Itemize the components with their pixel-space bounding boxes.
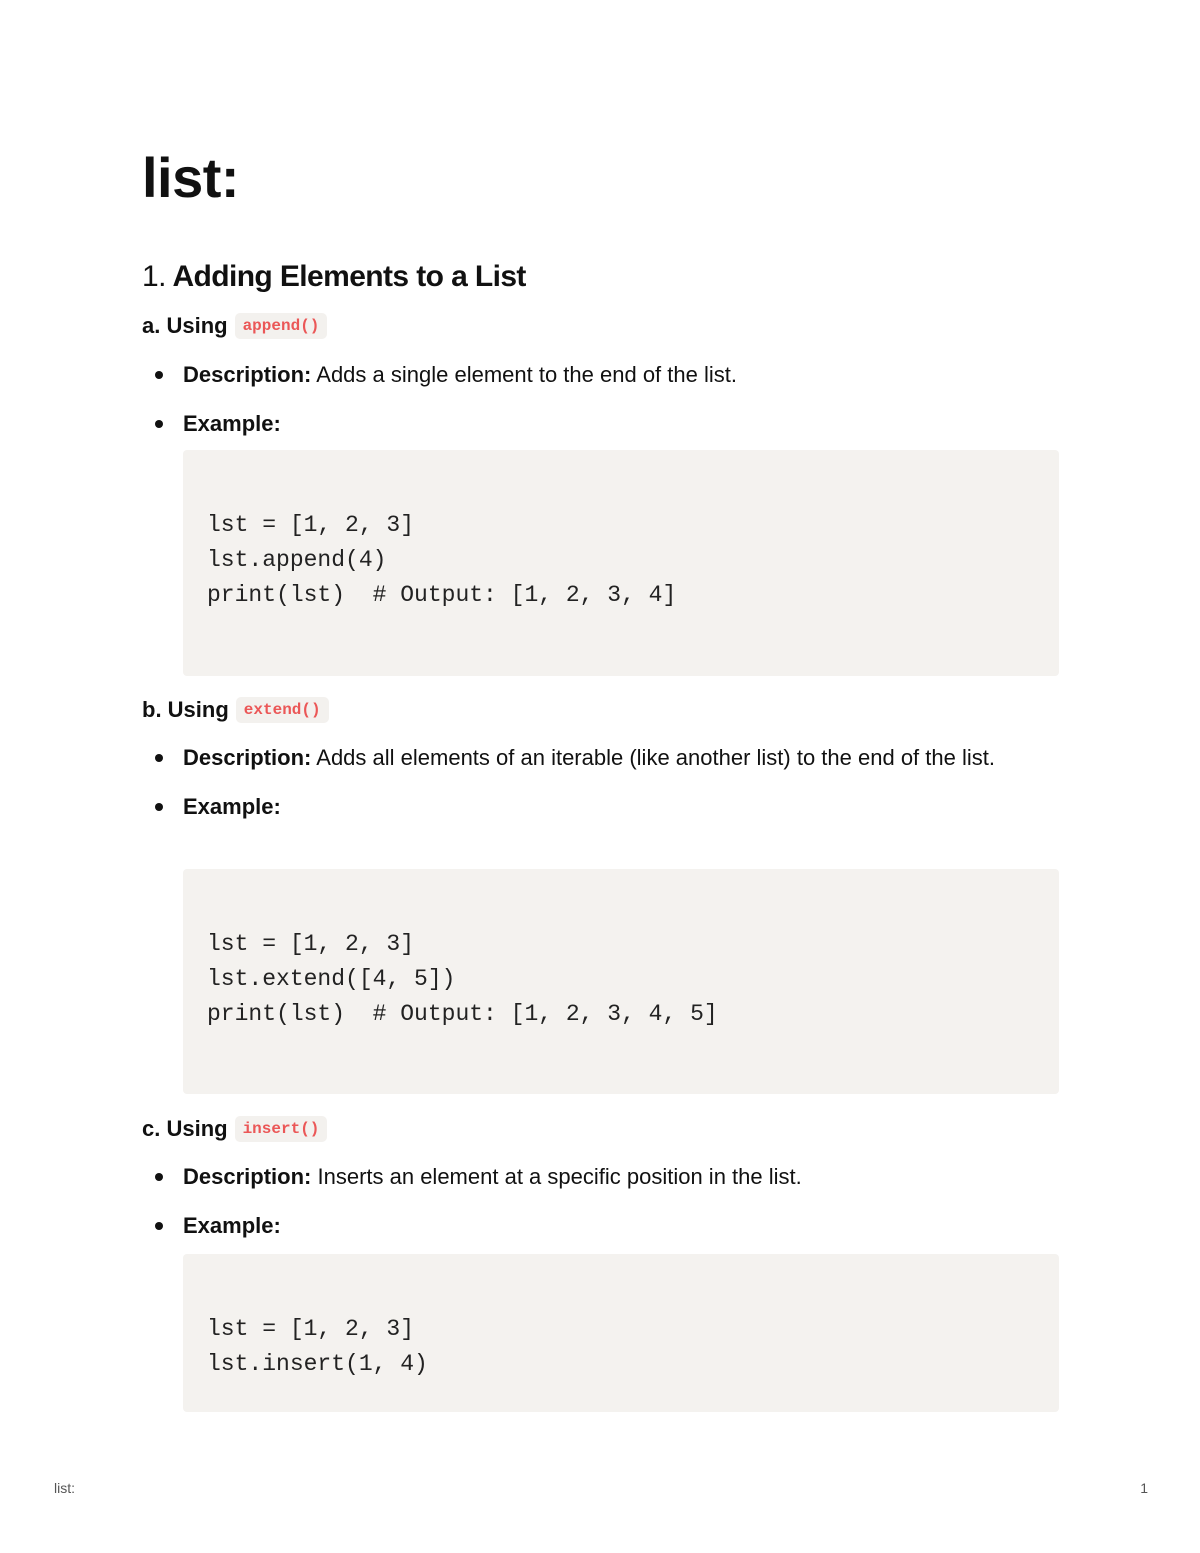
- method-heading-insert: [142, 1113, 327, 1145]
- example-label: Example:: [183, 411, 281, 436]
- description-text: Adds a single element to the end of the list.: [316, 362, 737, 387]
- bullet-dot-icon: [155, 1222, 163, 1230]
- list-item-description: [142, 740, 1058, 775]
- inline-code-extend: extend(): [236, 697, 329, 723]
- section-title: Adding Elements to a List: [172, 260, 526, 293]
- list-item-description: [142, 1159, 1058, 1194]
- footer-title: list:: [54, 1480, 75, 1496]
- description-label: Description:: [183, 745, 312, 770]
- code-text: lst = [1, 2, 3] lst.extend([4, 5]) print(lst) # Output: [1, 2, 3, 4, 5]: [207, 931, 718, 1027]
- bullet-dot-icon: [155, 371, 163, 379]
- code-text: lst = [1, 2, 3] lst.insert(1, 4): [207, 1316, 428, 1377]
- code-block-insert[interactable]: [183, 1254, 1059, 1412]
- bullet-dot-icon: [155, 1173, 163, 1181]
- list-item-example: [142, 1208, 1058, 1243]
- bullet-dot-icon: [155, 803, 163, 811]
- bullet-list: [142, 1159, 1058, 1243]
- method-prefix: a. Using: [142, 313, 228, 338]
- description-label: Description:: [183, 362, 312, 387]
- description-text: Inserts an element at a specific position in the list.: [317, 1164, 802, 1189]
- bullet-list: [142, 740, 1058, 824]
- code-text: lst = [1, 2, 3] lst.append(4) print(lst) # Output: [1, 2, 3, 4]: [207, 512, 677, 608]
- inline-code-append: append(): [235, 313, 328, 339]
- list-item-description: [142, 357, 1058, 392]
- bullet-dot-icon: [155, 754, 163, 762]
- page-number: 1: [1140, 1480, 1148, 1496]
- method-prefix: b. Using: [142, 697, 229, 722]
- description-label: Description:: [183, 1164, 312, 1189]
- example-label: Example:: [183, 794, 281, 819]
- bullet-dot-icon: [155, 420, 163, 428]
- method-prefix: c. Using: [142, 1116, 228, 1141]
- code-block-append[interactable]: [183, 450, 1059, 676]
- example-label: Example:: [183, 1213, 281, 1238]
- description-text: Adds all elements of an iterable (like another list) to the end of the list.: [316, 745, 995, 770]
- list-item-example: [142, 406, 1058, 441]
- inline-code-insert: insert(): [235, 1116, 328, 1142]
- section-number: 1.: [142, 260, 166, 293]
- list-item-example: [142, 789, 1058, 824]
- page-title: list:: [142, 146, 240, 209]
- code-block-extend[interactable]: [183, 869, 1059, 1094]
- section-heading: [142, 257, 526, 297]
- method-heading-extend: [142, 694, 329, 726]
- bullet-list: [142, 357, 1058, 441]
- method-heading-append: [142, 310, 327, 342]
